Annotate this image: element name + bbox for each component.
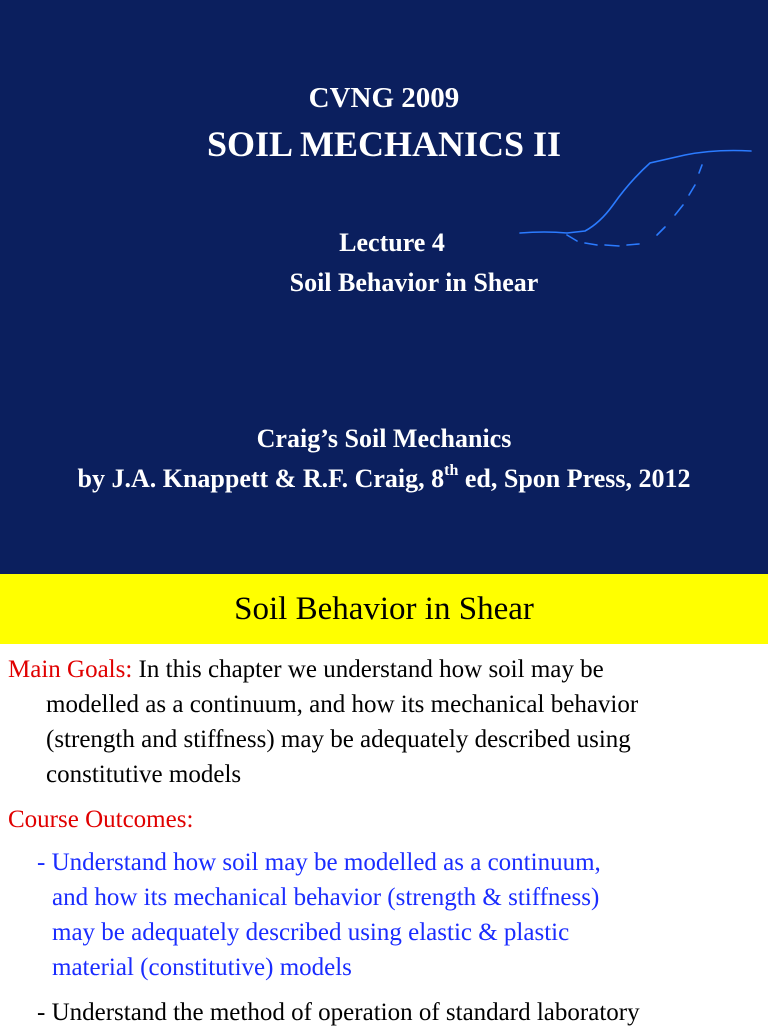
goals-text-1: In this chapter we understand how soil may be [132, 656, 604, 683]
book-citation [0, 464, 768, 494]
outcome-item-1 [37, 845, 601, 985]
book-title: Craig’s Soil Mechanics [256, 424, 512, 453]
goals-label: Main Goals: [8, 656, 133, 683]
outcome1-line-3: may be adequately described using elastic & plastic [52, 919, 570, 946]
citation-text: by J.A. Knappett & R.F. Craig, 8 [77, 464, 445, 493]
goals-line-3: (strength and stiffness) may be adequately described using [46, 726, 631, 753]
course-title: SOIL MECHANICS II [206, 124, 562, 164]
outcomes-label: Course Outcomes: [8, 806, 194, 833]
goals-line-1 [8, 652, 638, 687]
lecture-number: Lecture 4 [339, 228, 445, 257]
outcome-item-2: - Understand the method of operation of standard laboratory [37, 999, 640, 1026]
outcome1-line-4: material (constitutive) models [52, 954, 352, 981]
goals-line-2: modelled as a continuum, and how its mechanical behavior [46, 691, 639, 718]
content-slide [0, 574, 768, 1024]
lecture-title: Soil Behavior in Shear [289, 268, 539, 297]
goals-line-4: constitutive models [46, 761, 242, 788]
outcome1-line-1: - Understand how soil may be modelled as a continuum, [37, 849, 601, 876]
main-goals [8, 652, 638, 792]
course-code: CVNG 2009 [308, 82, 460, 114]
slide-title: Soil Behavior in Shear [0, 574, 768, 644]
citation-superscript: th [444, 462, 459, 479]
citation-text-end: ed, Spon Press, 2012 [458, 464, 691, 493]
outcome1-line-2: and how its mechanical behavior (strength & stiffness) [52, 884, 600, 911]
